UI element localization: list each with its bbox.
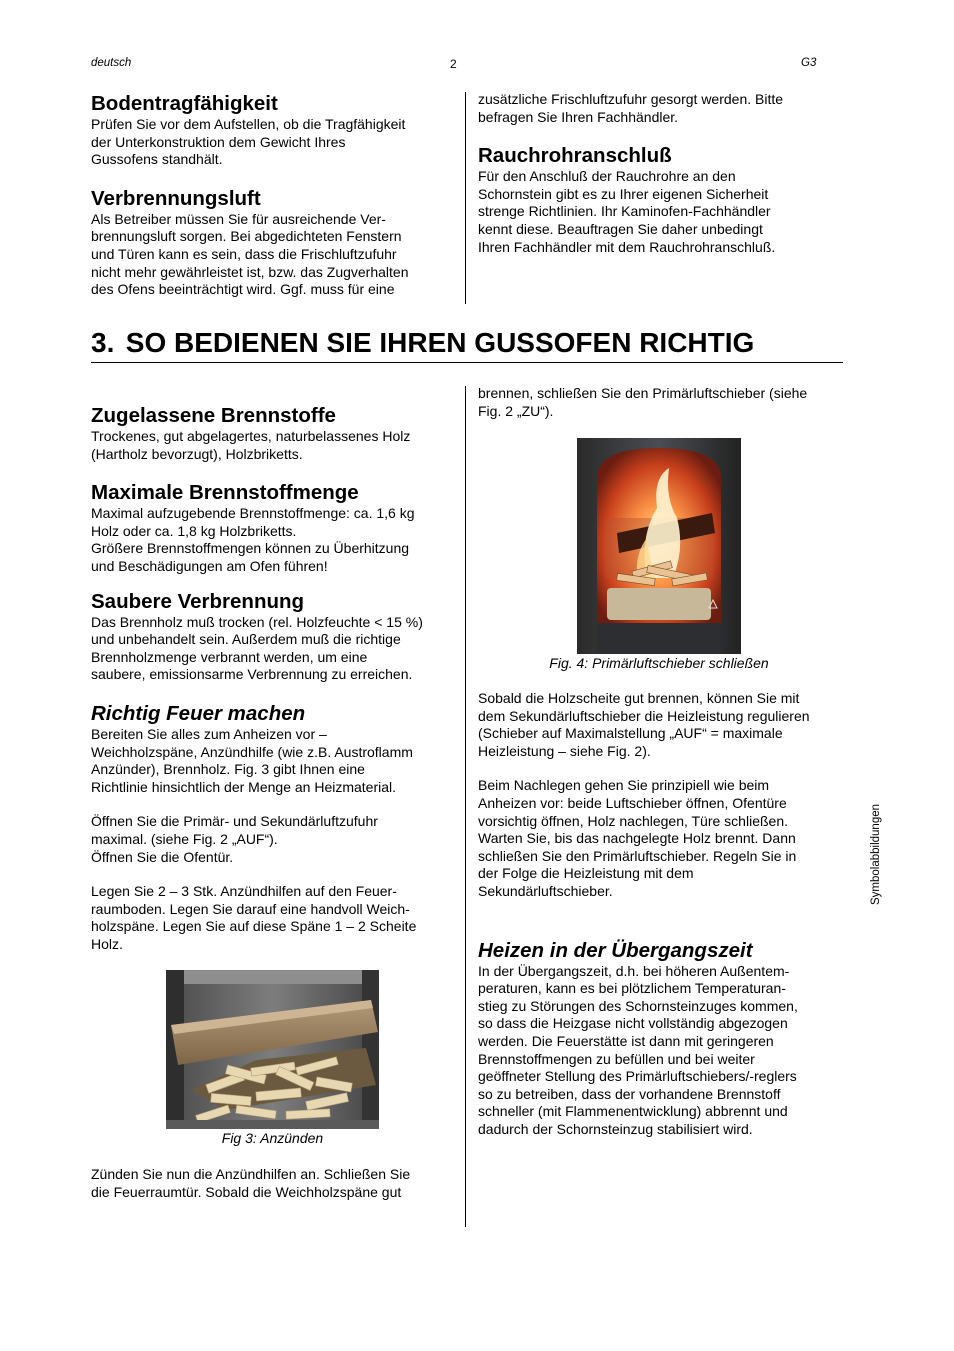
bodentrag-heading: Bodentragfähigkeit (91, 92, 278, 115)
brennstoffe-heading: Zugelassene Brennstoffe (91, 404, 336, 427)
column-divider-main (465, 386, 466, 1227)
feuer-text-1: Bereiten Sie alles zum Anheizen vor – Weichholzspäne, Anzündhilfe (wie z.B. Austroflamm Anzünder), Brennholz. Fig. 3 gibt Ihnen eine Richtlinie hinsichtlich der Menge an Heizmaterial. (91, 725, 413, 795)
main-right-column-lower (478, 690, 842, 1138)
top-left-column (91, 92, 456, 299)
nachlegen-text: Beim Nachlegen gehen Sie prinzipiell wie beim Anheizen vor: beide Luftschieber öffnen, Ofentüre vorsichtig öffnen, Holz nachlegen, Türe schließen. Warten Sie, bis das nachgelegte Holz brennt. Dann schließen Sie den Primärluftschieber. Regeln Sie in der Folge die Heizleistung mit dem Sekundärluftschieber. (478, 777, 797, 899)
main-left-column (91, 404, 456, 953)
main-left-column-bottom (91, 1166, 456, 1201)
menge-heading: Maximale Brennstoffmenge (91, 481, 359, 505)
firewood-kindling-photo (166, 970, 379, 1129)
feuer-heading: Richtig Feuer machen (91, 701, 306, 725)
menge-text: Maximal aufzugebende Brennstoffmenge: ca. 1,6 kg Holz oder ca. 1,8 kg Holzbriketts. Größere Brennstoffmengen können zu Überhitzung und Beschädigungen am Ofen führen! (91, 505, 415, 574)
chapter-title (91, 326, 843, 363)
fig4-caption: Fig. 4: Primärluftschieber schließen (549, 655, 769, 671)
uebergang-heading: Heizen in der Übergangszeit (478, 938, 753, 962)
chapter-title-text: SO BEDIENEN SIE IHREN GUSSOFEN RICHTIG (125, 327, 755, 358)
uebergang-text: In der Übergangszeit, d.h. bei höheren Außentem- peraturen, kann es bei plötzlichem Temperaturan- stieg zu Störungen des Schornsteinzuges kommen, so dass die Heizgase nicht vollständig abgezogen werden. Die Feuerstätte ist dann mit geringeren Brennstoffmengen zu befüllen und bei weiter geöffneter Stellung des Primärluftschiebers/-reglers so zu betreiben, dass der vorhandene Brennstoff schneller (mit Flammenentwicklung) abbrennt und dadurch der Schornsteinzug stabilisiert wird. (478, 962, 798, 1137)
feuer-text-3: Legen Sie 2 – 3 Stk. Anzündhilfen auf den Feuer- raumboden. Legen Sie darauf eine handvoll Weich- holzspäne. Legen Sie auf diese Späne 1 – 2 Scheite Holz. (91, 883, 417, 952)
sekundaer-text: Sobald die Holzscheite gut brennen, können Sie mit dem Sekundärluftschieber die Heizleistung regulieren (Schieber auf Maximalstellung „AUF“ = maximale Heizleistung – siehe Fig. 2). (478, 690, 810, 759)
feuer-text-4: Zünden Sie nun die Anzündhilfen an. Schließen Sie die Feuerraumtür. Sobald die Weichholzspäne gut (91, 1166, 411, 1200)
header-model: G3 (801, 57, 817, 69)
verbrennung-text-cont: zusätzliche Frischluftzufuhr gesorgt werden. Bitte befragen Sie Ihren Fachhändler. (478, 91, 784, 125)
stove-fire-photo (577, 438, 741, 654)
page-number: 2 (450, 57, 457, 71)
sauber-text: Das Brennholz muß trocken (rel. Holzfeuchte < 15 %) und unbehandelt sein. Außerdem muß die richtige Brennholzmenge verbrannt werden, um eine saubere, emissionsarme Verbrennung zu erreichen. (91, 613, 423, 683)
verbrennung-text: Als Betreiber müssen Sie für ausreichende Ver- brennungsluft sorgen. Bei abgedichteten Fenstern und Türen kann es sein, dass die Frischluftzufuhr nicht mehr gewährleistet ist, bzw. das Zugverhalten des Ofens beeinträchtigt wird. Ggf. muss für eine (91, 210, 409, 298)
main-right-column (478, 385, 842, 420)
bodentrag-text: Prüfen Sie vor dem Aufstellen, ob die Tragfähigkeit der Unterkonstruktion dem Gewicht Ihres Gussofens standhält. (91, 116, 406, 168)
feuer-text-2: Öffnen Sie die Primär- und Sekundärluftzufuhr maximal. (siehe Fig. 2 „AUF“). Öffnen Sie die Ofentür. (91, 813, 378, 865)
feuer-text-cont: brennen, schließen Sie den Primärluftschieber (siehe Fig. 2 „ZU“). (478, 385, 808, 419)
column-divider-top (465, 92, 466, 304)
sauber-heading: Saubere Verbrennung (91, 589, 305, 613)
fig3-caption: Fig 3: Anzünden (221, 1130, 324, 1146)
top-right-column (478, 91, 842, 256)
rauchrohr-text: Für den Anschluß der Rauchrohre an den Schornstein gibt es zu Ihrer eigenen Sicherheit strenge Richtlinien. Ihr Kaminofen-Fachhändler kennt diese. Beauftragen Sie daher unbedingt Ihren Fachhändler mit dem Rauchrohranschluß. (478, 168, 776, 255)
verbrennung-heading: Verbrennungsluft (91, 186, 261, 210)
chapter-number: 3. (91, 327, 115, 358)
rauchrohr-heading: Rauchrohranschluß (478, 144, 672, 168)
sidebar-label: Symbolabbildungen (870, 803, 882, 905)
header-language: deutsch (91, 57, 132, 69)
brennstoffe-text: Trockenes, gut abgelagertes, naturbelassenes Holz (Hartholz bevorzugt), Holzbriketts. (91, 428, 411, 462)
